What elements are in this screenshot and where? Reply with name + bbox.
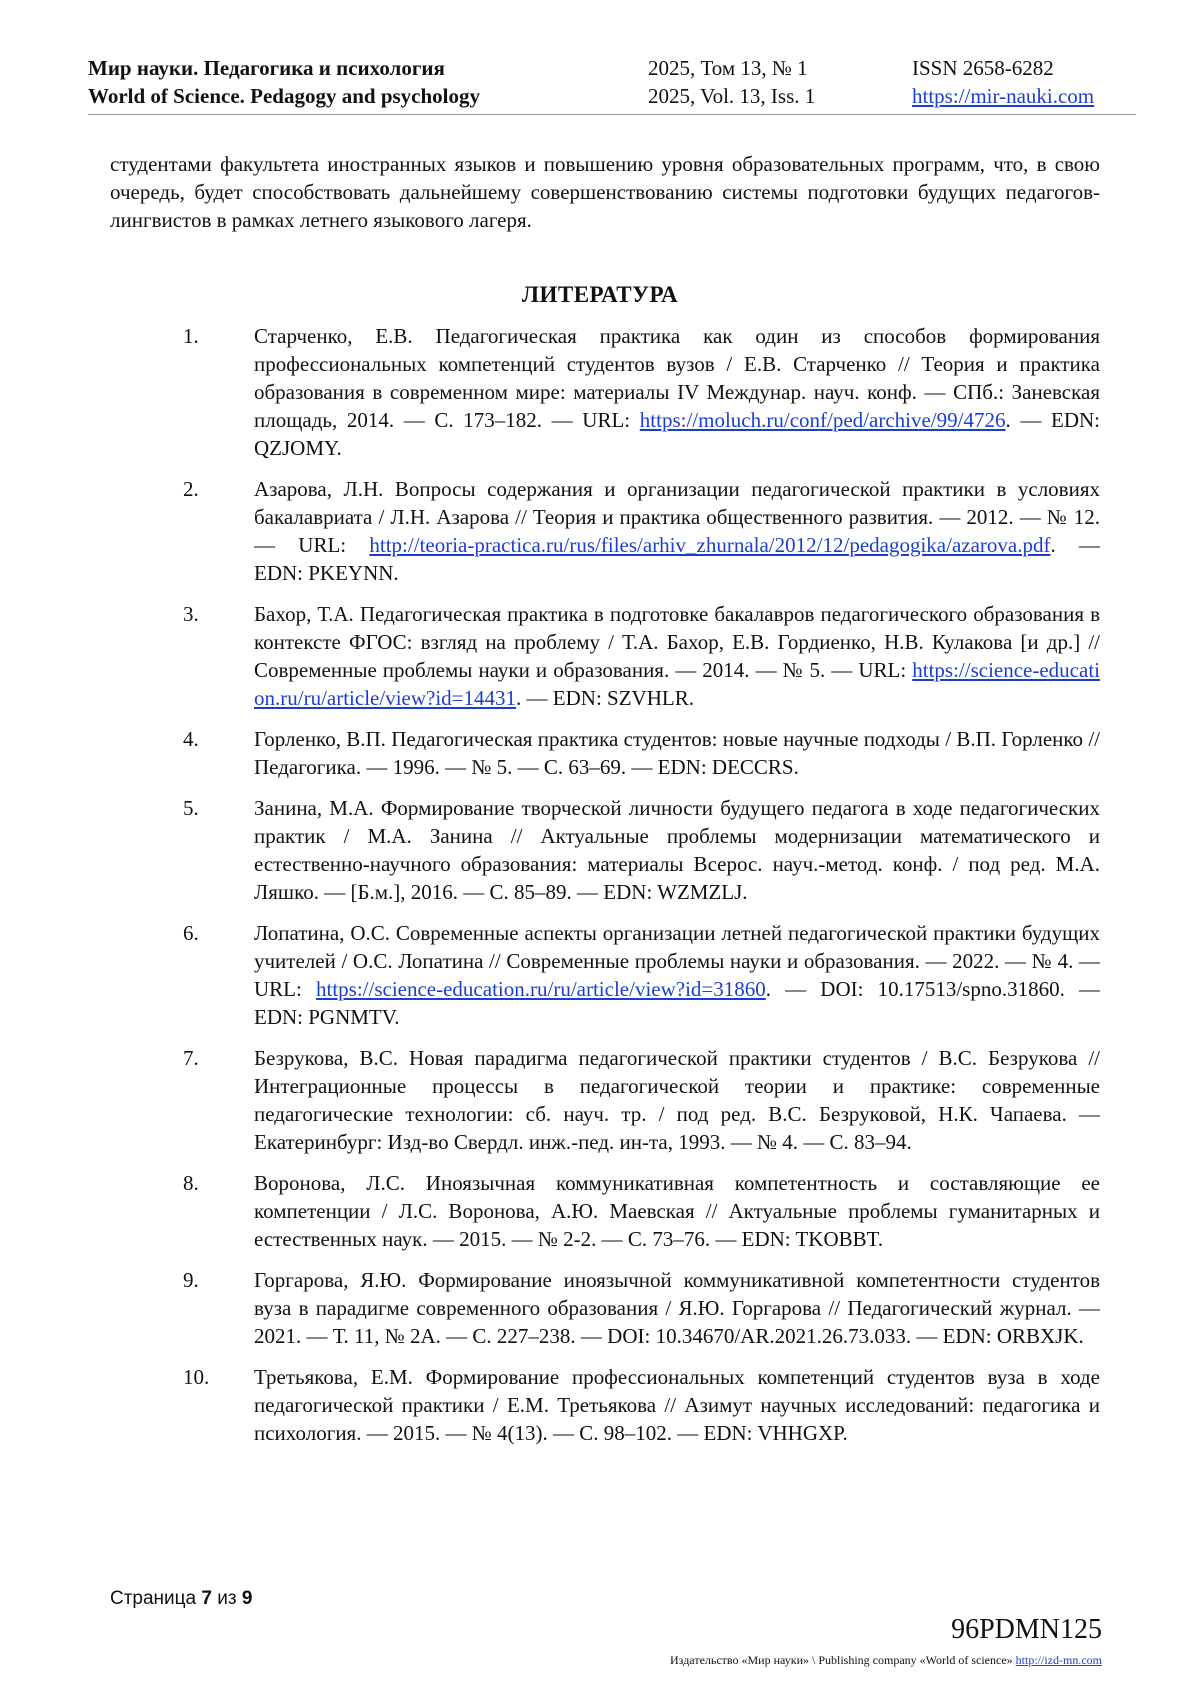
journal-title-ru: Мир науки. Педагогика и психология	[88, 56, 445, 80]
reference-item	[110, 600, 1100, 712]
reference-item	[110, 475, 1100, 587]
reference-number: 4.	[183, 727, 199, 751]
reference-number: 2.	[183, 477, 199, 501]
reference-text: Воронова, Л.С. Иноязычная коммуникативная компетентность и составляющие ее компетенции / Л.С. Воронова, А.Ю. Маевская // Актуальные проблемы гуманитарных и естественных наук. — 2015. — № 2-2. — С. 73–76. — EDN: TKOBBT.	[254, 1171, 1100, 1251]
reference-link[interactable]: https://moluch.ru/conf/ped/archive/99/4726	[639, 408, 1006, 432]
page-counter	[110, 1588, 252, 1610]
reference-item	[110, 1044, 1100, 1156]
issn-info	[912, 54, 1094, 110]
intro-paragraph: студентами факультета иностранных языков и повышению уровня образовательных программ, что, в свою очередь, будет способствовать дальнейшему совершенствованию системы подготовки будущих педагогов-лингвистов в рамках летнего языкового лагеря.	[110, 152, 1100, 232]
reference-text: Лопатина, О.С. Современные аспекты организации летней педагогической практики будущих учителей / О.С. Лопатина // Современные проблемы науки и образования. — 2022. — № 4. — URL:	[254, 921, 1100, 1001]
reference-item	[110, 1266, 1100, 1350]
reference-text: Старченко, Е.В. Педагогическая практика как один из способов формирования профессиональных компетенций студентов вузов / Е.В. Старченко // Теория и практика образования в современном мире: материалы IV Междунар. науч. конф. — СПб.: Заневская площадь, 2014. — С. 173–182. — URL:	[254, 324, 1100, 432]
reference-text: Безрукова, В.С. Новая парадигма педагогической практики студентов / В.С. Безрукова // Интеграционные процессы в педагогической теории и практике: современные педагогические технологии: сб. науч. тр. / под ред. В.С. Безруковой, Н.К. Чапаева. — Екатеринбург: Изд-во Свердл. инж.-пед. ин-та, 1993. — № 4. — С. 83–94.	[254, 1046, 1100, 1154]
page-total: 9	[241, 1588, 253, 1609]
reference-tail: . — EDN: QZJOMY.	[254, 408, 1101, 460]
page-prefix: Страница	[110, 1588, 202, 1609]
issue-ru: 2025, Том 13, № 1	[648, 56, 808, 80]
issn: ISSN 2658-6282	[912, 56, 1054, 80]
reference-number: 9.	[183, 1268, 199, 1292]
journal-title	[88, 54, 480, 110]
journal-title-en: World of Science. Pedagogy and psychology	[88, 84, 481, 108]
page-mid: из	[211, 1588, 242, 1609]
reference-tail: . — EDN: SZVHLR.	[516, 686, 694, 710]
reference-item	[110, 725, 1100, 781]
reference-text: Бахор, Т.А. Педагогическая практика в подготовке бакалавров педагогического образования в контексте ФГОС: взгляд на проблему / Т.А. Бахор, Е.В. Гордиенко, Н.В. Кулакова [и др.] // Современные проблемы науки и образования. — 2014. — № 5. — URL:	[254, 602, 1100, 682]
journal-site-link[interactable]: https://mir-nauki.com	[912, 84, 1095, 108]
reference-text: Горленко, В.П. Педагогическая практика студентов: новые научные подходы / В.П. Горленко // Педагогика. — 1996. — № 5. — С. 63–69. — EDN: DECCRS.	[254, 727, 1100, 779]
reference-link[interactable]: https://science-education.ru/ru/article/view?id=31860	[315, 977, 766, 1001]
reference-text: Азарова, Л.Н. Вопросы содержания и организации педагогической практики в условиях бакалавриата / Л.Н. Азарова // Теория и практика общественного развития. — 2012. — № 12. — URL:	[254, 477, 1100, 557]
reference-text: Горгарова, Я.Ю. Формирование иноязычной коммуникативной компетентности студентов вуза в парадигме современного образования / Я.Ю. Горгарова // Педагогический журнал. — 2021. — Т. 11, № 2А. — С. 227–238. — DOI: 10.34670/AR.2021.26.73.033. — EDN: ORBXJK.	[254, 1268, 1100, 1348]
reference-number: 8.	[183, 1171, 199, 1195]
publisher-link[interactable]: http://izd-mn.com	[1015, 1653, 1102, 1667]
publisher-text: Издательство «Мир науки» \ Publishing company «World of science»	[670, 1653, 1016, 1667]
publisher-line	[670, 1653, 1102, 1668]
reference-number: 3.	[183, 602, 199, 626]
reference-item	[110, 322, 1100, 462]
reference-number: 7.	[183, 1046, 199, 1070]
issue-en: 2025, Vol. 13, Iss. 1	[648, 84, 816, 108]
reference-number: 6.	[183, 921, 199, 945]
reference-list	[110, 322, 1100, 1460]
reference-link[interactable]: http://teoria-practica.ru/rus/files/arhiv_zhurnala/2012/12/pedagogika/azarova.pdf	[369, 533, 1051, 557]
page-header	[88, 54, 1136, 115]
reference-item	[110, 919, 1100, 1031]
page-current: 7	[201, 1588, 212, 1609]
article-code: 96PDMN125	[951, 1614, 1102, 1645]
reference-tail: . — DOI: 10.17513/spno.31860. — EDN: PGNMTV.	[254, 977, 1100, 1029]
reference-item	[110, 1363, 1100, 1447]
reference-number: 5.	[183, 796, 199, 820]
issue-info	[648, 54, 815, 110]
reference-link[interactable]: https://science-education.ru/ru/article/view?id=14431	[254, 658, 1100, 710]
reference-tail: . — EDN: PKEYNN.	[254, 533, 1100, 585]
reference-text: Занина, М.А. Формирование творческой личности будущего педагога в ходе педагогических практик / М.А. Занина // Актуальные проблемы модернизации математического и естественно-научного образования: материалы Всерос. науч.-метод. конф. / под ред. М.А. Ляшко. — [Б.м.], 2016. — С. 85–89. — EDN: WZMZLJ.	[254, 796, 1100, 904]
reference-item	[110, 794, 1100, 906]
reference-number: 10.	[183, 1365, 210, 1389]
reference-text: Третьякова, Е.М. Формирование профессиональных компетенций студентов вуза в ходе педагогической практики / Е.М. Третьякова // Азимут научных исследований: педагогика и психология. — 2015. — № 4(13). — С. 98–102. — EDN: VHHGXP.	[254, 1365, 1100, 1445]
reference-item	[110, 1169, 1100, 1253]
reference-number: 1.	[183, 324, 199, 348]
literature-heading: ЛИТЕРАТУРА	[521, 282, 679, 307]
